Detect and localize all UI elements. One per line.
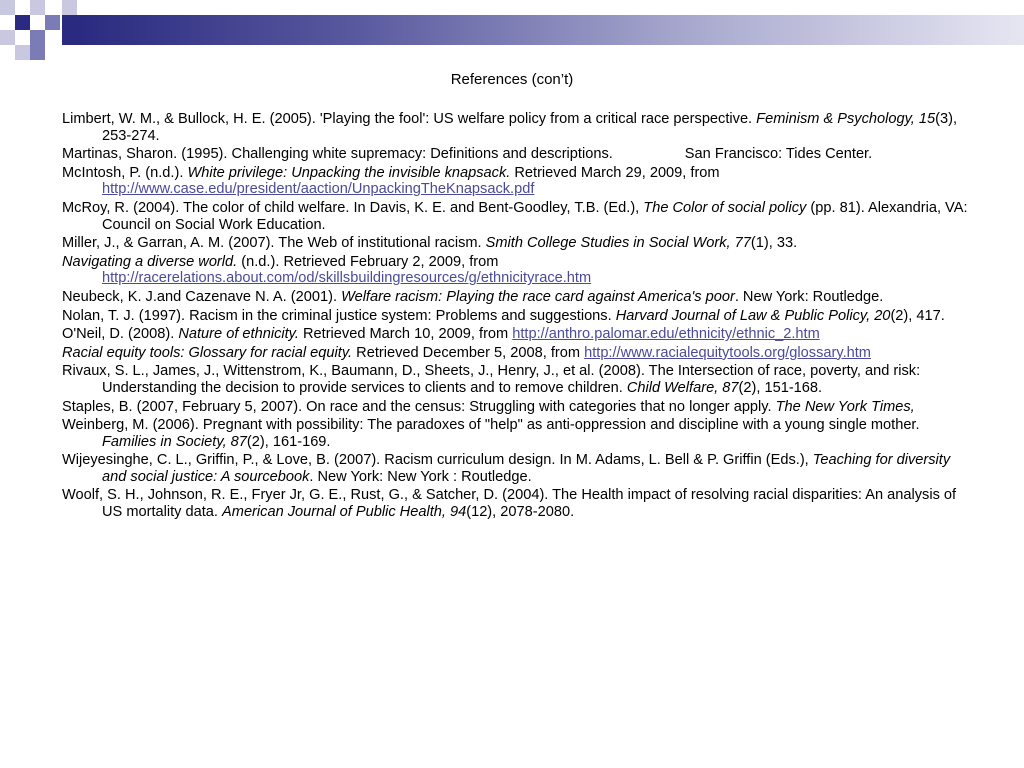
reference-text: (n.d.). Retrieved February 2, 2009, from <box>237 253 499 270</box>
reference-text: (2), 417. <box>890 307 945 324</box>
reference-entry <box>62 235 972 252</box>
reference-entry <box>62 363 972 396</box>
reference-italic-text: Welfare racism: Playing the race card against America's poor <box>341 288 735 305</box>
reference-entry <box>62 200 972 233</box>
reference-text: Rivaux, S. L., James, J., Wittenstrom, K., Baumann, D., Sheets, J., Henry, J., et al. (2008). The Intersection of race, poverty, and risk: Understanding the decision to provide services to clients and to remove children. <box>62 363 921 396</box>
reference-italic-text: Teaching for diversity and social justice: A sourcebook <box>102 452 951 485</box>
reference-text: . New York: Routledge. <box>734 288 884 305</box>
reference-entry <box>62 146 972 163</box>
deco-square-light <box>0 0 15 15</box>
reference-entry <box>62 326 972 343</box>
gradient-bar <box>78 15 1024 45</box>
reference-link[interactable]: http://racerelations.about.com/od/skillsbuildingresources/g/ethnicityrace.htm <box>102 270 592 287</box>
reference-italic-text: The New York Times, <box>775 398 915 415</box>
reference-text: Woolf, S. H., Johnson, R. E., Fryer Jr, G. E., Rust, G., & Satcher, D. (2004). The Health impact of resolving racial disparities: An analysis of US mortality data. <box>62 487 957 521</box>
reference-text: Retrieved March 10, 2009, from <box>298 326 513 343</box>
reference-text: San Francisco: Tides Center. <box>684 146 873 163</box>
deco-square-mid <box>45 15 60 30</box>
reference-entry <box>62 399 972 416</box>
deco-square-light <box>0 30 15 45</box>
deco-square-mid <box>30 30 45 45</box>
reference-text: Weinberg, M. (2006). Pregnant with possibility: The paradoxes of "help" as anti-oppression and discipline with a young single mother. <box>62 417 920 434</box>
reference-text: Staples, B. (2007, February 5, 2007). On race and the census: Struggling with categories that no longer apply. <box>62 398 776 415</box>
reference-text: (12), 2078-2080. <box>466 504 575 521</box>
reference-link[interactable]: http://www.racialequitytools.org/glossary.htm <box>584 344 871 361</box>
reference-entry <box>62 111 972 144</box>
reference-text: Neubeck, K. J.and Cazenave N. A. (2001). <box>62 288 342 305</box>
reference-text: . New York: New York : Routledge. <box>309 468 532 485</box>
deco-square-light <box>15 45 30 60</box>
reference-entry <box>62 452 972 485</box>
reference-link[interactable]: http://www.case.edu/president/aaction/UnpackingTheKnapsack.pdf <box>102 181 535 198</box>
reference-entry <box>62 487 972 520</box>
reference-italic-text: White privilege: Unpacking the invisible knapsack. <box>187 164 511 181</box>
slide-title: References (con’t) <box>450 71 574 88</box>
deco-square-light <box>62 0 77 15</box>
deco-square-dark <box>62 15 78 45</box>
reference-italic-text: Feminism & Psychology, 15 <box>756 111 936 127</box>
reference-entry <box>62 254 972 287</box>
reference-text: O'Neil, D. (2008). <box>62 326 179 343</box>
reference-italic-text: Nature of ethnicity. <box>178 326 299 343</box>
reference-italic-text: Child Welfare, 87 <box>626 379 739 396</box>
reference-text: Retrieved March 29, 2009, from <box>510 164 720 181</box>
reference-entry <box>62 289 972 306</box>
reference-entry <box>62 165 972 198</box>
reference-italic-text: American Journal of Public Health, 94 <box>222 504 467 521</box>
reference-entry <box>62 308 972 325</box>
reference-italic-text: Smith College Studies in Social Work, 77 <box>485 235 751 252</box>
header-decoration <box>0 0 1024 62</box>
reference-text: McIntosh, P. (n.d.). <box>62 164 188 181</box>
reference-italic-text: Racial equity tools: Glossary for racial equity. <box>62 344 353 361</box>
reference-text: Wijeyesinghe, C. L., Griffin, P., & Love, B. (2007). Racism curriculum design. In M. Adams, L. Bell & P. Griffin (Eds.), <box>62 452 813 469</box>
reference-text: Miller, J., & Garran, A. M. (2007). The Web of institutional racism. <box>62 235 486 252</box>
reference-entry <box>62 417 972 450</box>
reference-entry <box>62 345 972 362</box>
reference-italic-text: The Color of social policy <box>643 199 807 216</box>
reference-link[interactable]: http://anthro.palomar.edu/ethnicity/ethnic_2.htm <box>512 326 820 343</box>
reference-text: Martinas, Sharon. (1995). Challenging white supremacy: Definitions and descriptions. <box>62 146 613 163</box>
reference-italic-text: Families in Society, 87 <box>102 433 247 450</box>
reference-text: (1), 33. <box>750 235 798 252</box>
deco-square-light <box>30 0 45 15</box>
reference-italic-text: Navigating a diverse world. <box>62 253 238 270</box>
reference-text: (2), 161-169. <box>246 433 331 450</box>
reference-text: (2), 151-168. <box>738 379 823 396</box>
reference-text: (3), 253-274. <box>102 111 958 144</box>
reference-text: Limbert, W. M., & Bullock, H. E. (2005). 'Playing the fool': US welfare policy from a critical race perspective. <box>62 111 757 127</box>
deco-square-dark <box>15 15 30 30</box>
reference-italic-text: Harvard Journal of Law & Public Policy, 20 <box>615 307 891 324</box>
deco-square-mid <box>30 45 45 60</box>
reference-text: McRoy, R. (2004). The color of child welfare. In Davis, K. E. and Bent-Goodley, T.B. (Ed.), <box>62 199 644 216</box>
reference-text: Nolan, T. J. (1997). Racism in the criminal justice system: Problems and suggestions. <box>62 307 616 324</box>
reference-list <box>62 111 972 523</box>
reference-text: Retrieved December 5, 2008, from <box>352 344 585 361</box>
reference-text: (pp. 81). Alexandria, VA: Council on Social Work Education. <box>102 199 968 233</box>
